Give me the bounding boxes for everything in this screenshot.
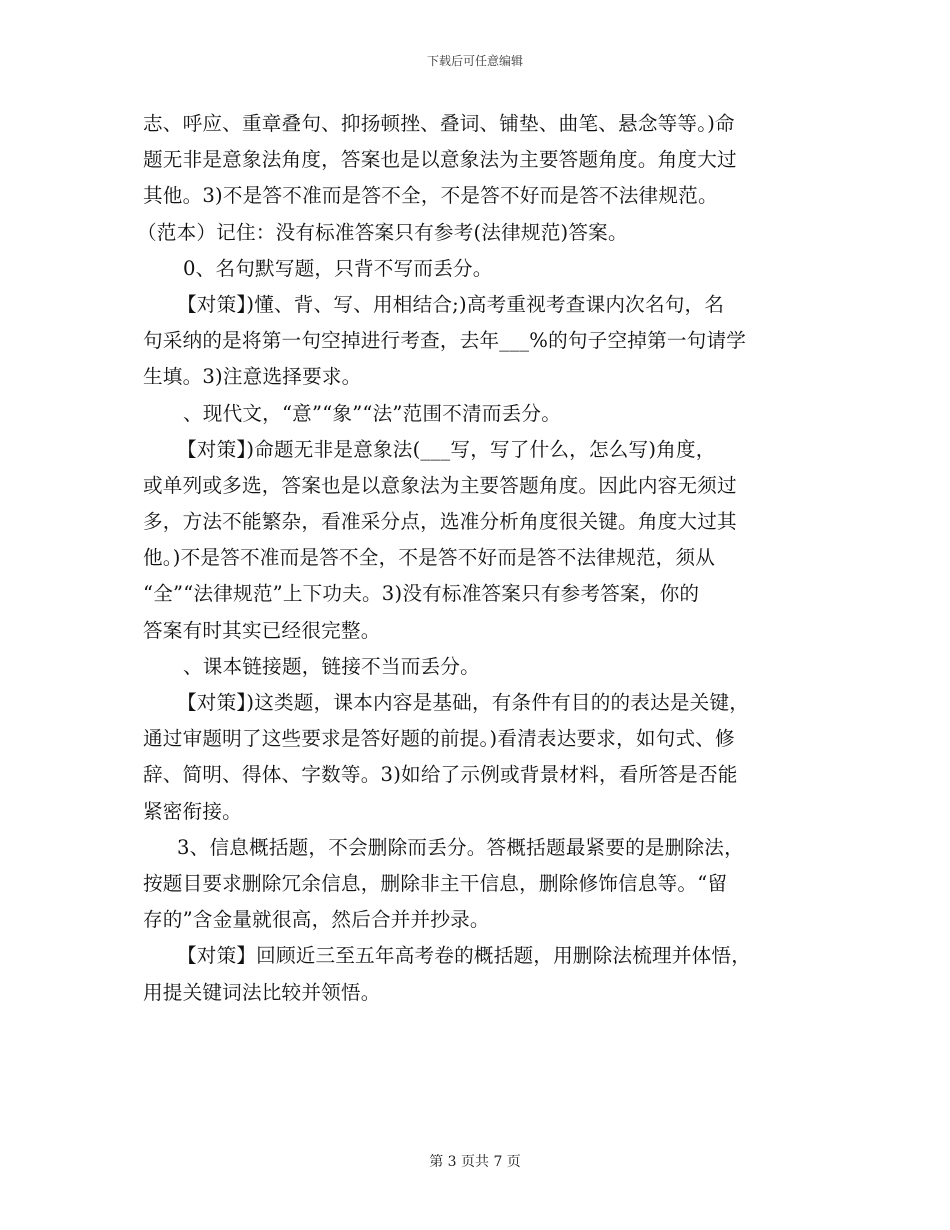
body-line: 其他。3)不是答不准而是答不全，不是答不好而是答不法律规范。 [143, 184, 718, 208]
body-line: 或单列或多选，答案也是以意象法为主要答题角度。因此内容无须过 [143, 473, 737, 497]
body-line: “全”“法律规范”上下功夫。3)没有标准答案只有参考答案，你的 [143, 582, 700, 606]
section-heading: 、课本链接题，链接不当而丢分。 [183, 654, 480, 678]
section-heading: 0、名句默写题，只背不写而丢分。 [183, 256, 493, 280]
body-line: 志、呼应、重章叠句、抑扬顿挫、叠词、铺垫、曲笔、悬念等等。)命 [143, 112, 735, 135]
body-line: 通过审题明了这些要求是答好题的前提。)看清表达要求，如句式、修 [143, 727, 735, 751]
body-line: 多，方法不能繁杂，看准采分点，选准分析角度很关键。角度大过其 [143, 510, 737, 534]
page-footer: 第 3 页共 7 页 [429, 1154, 521, 1170]
body-line: 用提关键词法比较并领悟。 [143, 980, 381, 1004]
strategy-line: 【对策】)这类题，课本内容是基础，有条件有目的的表达是关键， [177, 691, 750, 714]
body-line: 答案有时其实已经很完整。 [143, 618, 381, 642]
page-header: 下载后可任意编辑 [426, 54, 523, 68]
body-line: 紧密衔接。 [143, 799, 242, 823]
body-line: 题无非是意象法角度，答案也是以意象法为主要答题角度。角度大过 [143, 148, 737, 172]
body-line: 按题目要求删除冗余信息，删除非主干信息，删除修饰信息等。“留 [143, 871, 728, 895]
strategy-line: 【对策】)命题无非是意象法(___写，写了什么，怎么写)角度， [177, 437, 716, 461]
document-body [137, 106, 808, 1011]
body-line: 句采纳的是将第一句空掉进行考查，去年___%的句子空掉第一句请学 [143, 329, 747, 353]
body-line: 存的”含金量就很高，然后合并并抄录。 [143, 908, 490, 932]
body-line: 他。)不是答不准而是答不全，不是答不好而是答不法律规范，须从 [143, 546, 716, 570]
strategy-line: 【对策】)懂、背、写、用相结合;)高考重视考查课内次名句，名 [177, 292, 725, 316]
body-line: 辞、简明、得体、字数等。3)如给了示例或背景材料，看所答是否能 [143, 763, 738, 787]
section-heading: 3、信息概括题，不会删除而丢分。答概括题最紧要的是删除法， [177, 835, 744, 859]
strategy-line: 【对策】回顾近三至五年高考卷的概括题，用删除法梳理并体悟， [177, 944, 752, 968]
body-line: （范本）记住：没有标准答案只有参考(法律规范)答案。 [137, 220, 628, 244]
section-heading: 、现代文，“意”“象”“法”范围不清而丢分。 [183, 401, 562, 425]
body-line: 生填。3)注意选择要求。 [143, 365, 362, 389]
